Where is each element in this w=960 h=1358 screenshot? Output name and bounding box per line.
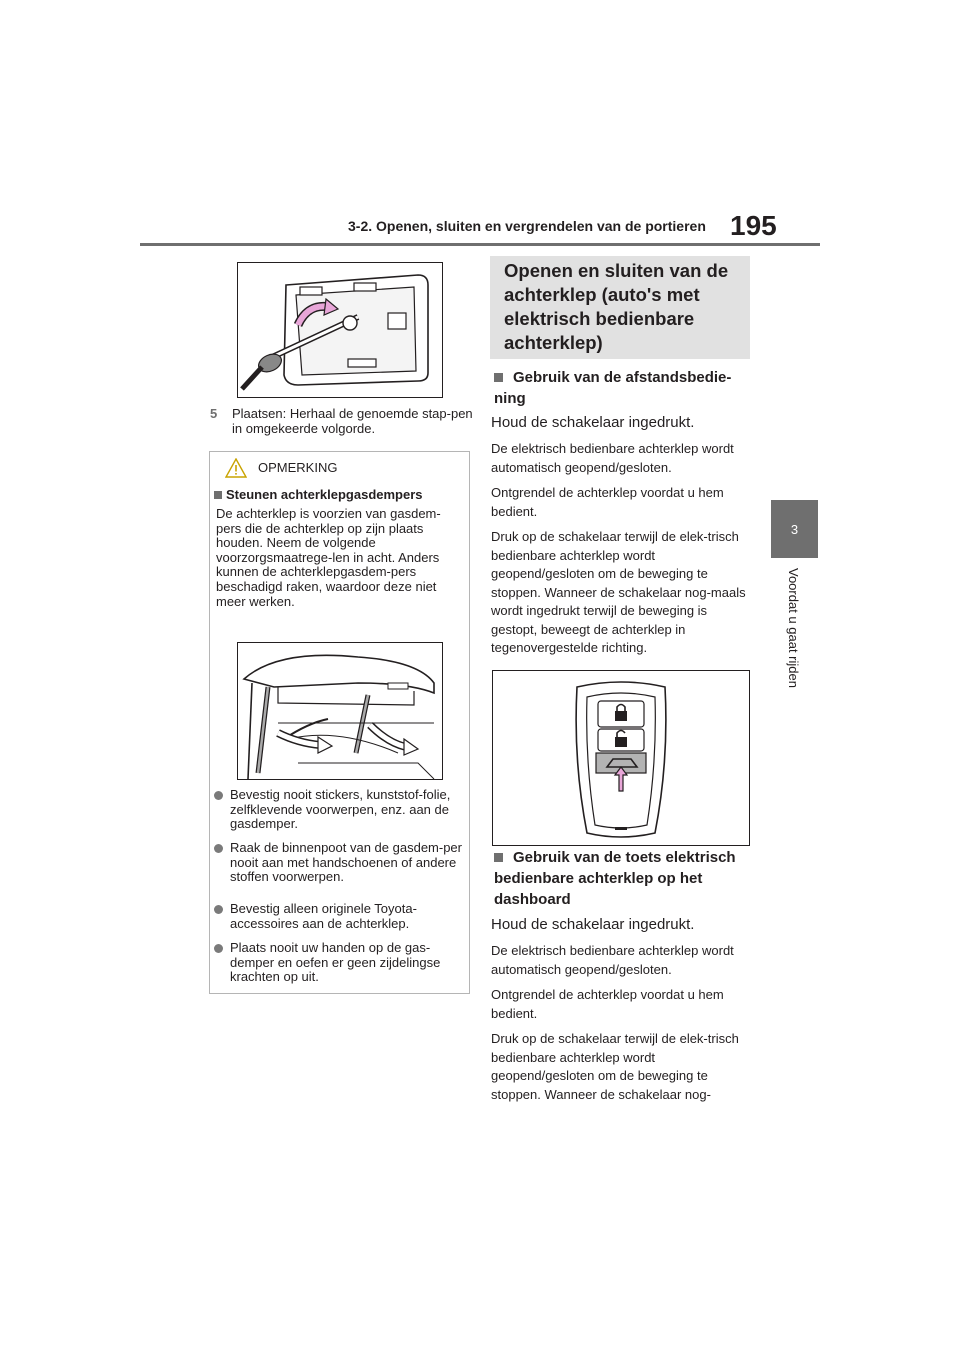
- trim-panel-illustration: [237, 262, 443, 398]
- step-text: Plaatsen: Herhaal de genoemde stap-pen in omgekeerde volgorde.: [232, 406, 473, 436]
- chapter-label: Voordat u gaat rijden: [786, 568, 801, 688]
- page-number: 195: [730, 210, 777, 241]
- remote-subheading: Gebruik van de afstandsbedie-ning: [494, 369, 732, 407]
- chapter-tab: [771, 500, 818, 558]
- dashboard-paragraph: De elektrisch bedienbare achterklep wordt automatisch geopend/gesloten.: [491, 943, 734, 977]
- dashboard-paragraph: Ontgrendel de achterklep voordat u hem bedient.: [491, 987, 724, 1021]
- remote-paragraph: Ontgrendel de achterklep voordat u hem bedient.: [491, 485, 724, 519]
- round-bullet-icon: [214, 791, 223, 800]
- dashboard-lead: Houd de schakelaar ingedrukt.: [491, 916, 695, 933]
- square-bullet-icon: [214, 491, 222, 499]
- notice-title: OPMERKING: [258, 460, 338, 475]
- dashboard-subheading: Gebruik van de toets elektrisch bedienbare achterklep op het dashboard: [494, 849, 736, 908]
- round-bullet-icon: [214, 844, 223, 853]
- square-bullet-icon: [494, 373, 503, 382]
- remote-lead: Houd de schakelaar ingedrukt.: [491, 414, 695, 431]
- remote-paragraph: Druk op de schakelaar terwijl de elek-trisch bedienbare achterklep wordt geopend/gesloten om de beweging te stoppen. Wanneer de schakelaar nog-maals wordt ingedrukt terwijl de beweging is gestopt, beweegt de achterklep in tegenovergestelde richting.: [491, 529, 746, 655]
- header-rule: [140, 243, 820, 246]
- running-header-title: 3-2. Openen, sluiten en vergrendelen van de portieren: [348, 218, 706, 234]
- remote-paragraph: De elektrisch bedienbare achterklep wordt automatisch geopend/gesloten.: [491, 441, 734, 475]
- step-number: 5: [210, 406, 218, 421]
- round-bullet-icon: [214, 944, 223, 953]
- dashboard-paragraph: Druk op de schakelaar terwijl de elek-trisch bedienbare achterklep wordt geopend/gesloten om de beweging te stoppen. Wanneer de schakelaar nog-: [491, 1031, 739, 1102]
- key-fob-illustration: [492, 670, 750, 846]
- tailgate-struts-illustration: [237, 642, 443, 780]
- notice-body: De achterklep is voorzien van gasdem-pers die de achterklep op zijn plaats houden. Neem de volgende voorzorgsmaatrege-len in acht. Anders kunnen de achterklepgasdem-pers beschadigd raken, waardoor deze niet meer werken.: [216, 506, 441, 609]
- notice-subheading: Steunen achterklepgasdempers: [214, 487, 423, 502]
- square-bullet-icon: [494, 853, 503, 862]
- round-bullet-icon: [214, 905, 223, 914]
- chapter-number: 3: [790, 521, 799, 537]
- warning-triangle-icon: [225, 458, 247, 478]
- section-heading-box: [490, 256, 750, 359]
- notice-box: OPMERKING Steunen achterklepgasdempers De achterklep is voorzien van gasdem-pers die de achterklep op zijn plaats houden. Neem de volgende voorzorgsmaatrege-len in acht. Anders kunnen de achterklepgasdem-pers beschadigd raken, waardoor deze niet meer werken. Bevestig nooit stickers, kunststof-folie, zelfklevende voorwerpen, enz. aan de gasdemper. Raak de binnenpoot van de gasdem-per nooit aan met handschoenen of andere stoffen voorwerpen. Bevestig alleen originele Toyota-accessoires aan de achterklep. Plaats nooit uw handen op de gas-demper en oefen er geen zijdelingse krachten op uit.: [209, 451, 470, 994]
- section-title: Openen en sluiten van de achterklep (auto's met elektrisch bedienbare achterklep): [504, 260, 729, 353]
